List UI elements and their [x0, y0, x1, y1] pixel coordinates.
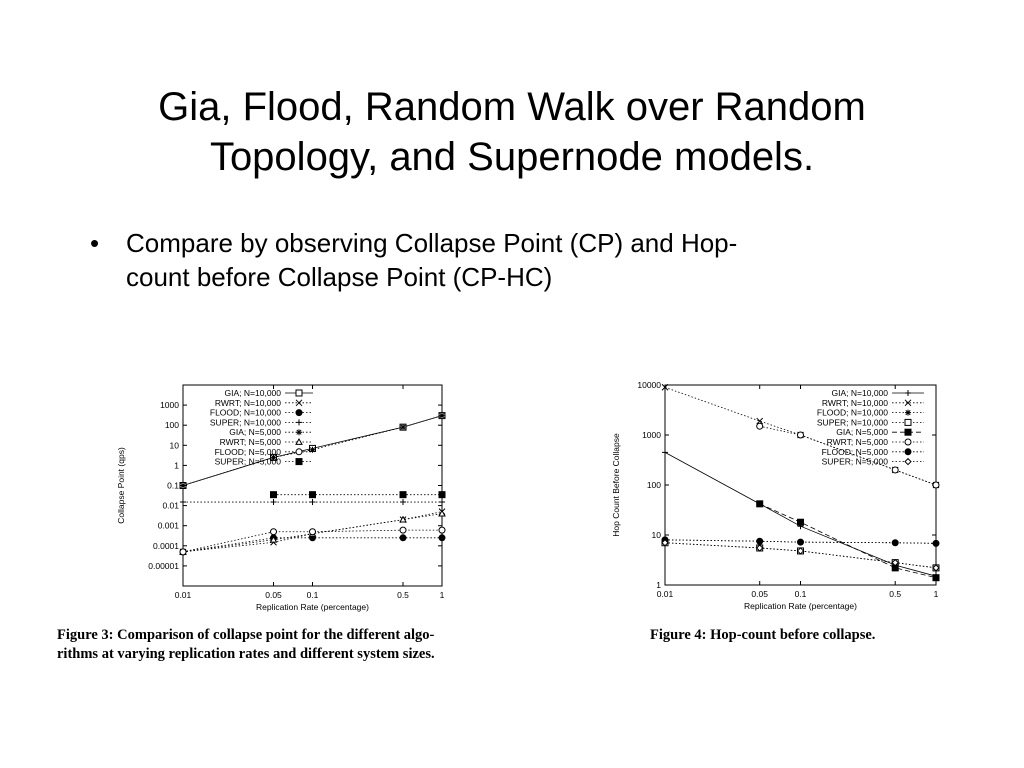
- series-flood-n-10-000: [180, 535, 445, 555]
- data-point: [400, 535, 406, 541]
- data-point: [180, 483, 186, 489]
- y-tick-label: 1: [174, 460, 179, 471]
- data-point: [933, 575, 939, 581]
- legend-marker: [296, 459, 302, 465]
- y-tick-label: 0.00001: [148, 560, 179, 571]
- x-tick-label: 0.05: [265, 590, 282, 600]
- data-point: [933, 482, 939, 488]
- legend-marker: [905, 449, 911, 455]
- y-tick-label: 0.1: [167, 480, 179, 491]
- data-point: [439, 535, 445, 541]
- figure4-caption-line-1: Figure 4: Hop-count before collapse.: [650, 627, 876, 643]
- legend-label: FLOOD; N=5,000: [821, 446, 888, 457]
- data-point: [180, 549, 186, 555]
- x-tick-label: 0.1: [794, 589, 807, 599]
- legend-marker: [905, 439, 911, 445]
- legend-marker: [905, 410, 911, 416]
- legend-marker: [296, 390, 302, 396]
- data-point: [400, 527, 406, 533]
- x-axis-label: Replication Rate (percentage): [256, 602, 369, 612]
- legend-label: GIA; N=5,000: [229, 427, 281, 438]
- data-point: [271, 492, 277, 498]
- title-line-2: Topology, and Supernode models.: [209, 135, 815, 179]
- y-tick-label: 0.01: [162, 500, 179, 511]
- data-point: [439, 413, 445, 419]
- data-point: [271, 499, 277, 505]
- data-point: [439, 492, 445, 498]
- y-tick-label: 10000: [637, 380, 661, 390]
- legend-marker: [296, 429, 302, 435]
- legend-label: GIA; N=5,000: [836, 427, 888, 438]
- legend-marker: [296, 419, 302, 425]
- figure4-caption: [650, 626, 875, 645]
- data-point: [757, 501, 763, 507]
- legend-label: FLOOD; N=5,000: [214, 446, 281, 457]
- legend-label: RWRT; N=10,000: [821, 397, 888, 408]
- data-point: [439, 527, 445, 533]
- x-axis-label: Replication Rate (percentage): [744, 601, 857, 611]
- y-tick-label: 10: [169, 440, 179, 451]
- hop-count-chart: [605, 375, 965, 620]
- data-point: [892, 540, 898, 546]
- series-super-n-5-000: [271, 492, 445, 498]
- legend-label: FLOOD; N=10,000: [209, 407, 281, 418]
- x-tick-label: 1: [933, 589, 939, 599]
- data-point: [798, 432, 804, 438]
- slide-title: [60, 82, 964, 182]
- legend-label: RWRT; N=5,000: [826, 437, 888, 447]
- x-tick-label: 0.5: [397, 590, 409, 600]
- data-point: [400, 499, 406, 505]
- bullet-marker: •: [90, 228, 100, 258]
- y-tick-label: 0.001: [157, 520, 179, 531]
- y-tick-label: 10: [651, 530, 661, 540]
- legend-label: RWRT; N=10,000: [214, 397, 281, 408]
- x-tick-label: 0.01: [174, 590, 192, 600]
- data-point: [180, 499, 186, 505]
- figure3-caption-line-1: Figure 3: Comparison of collapse point for the different algo-: [57, 627, 435, 643]
- legend-label: SUPER; N=5,000: [214, 456, 281, 467]
- legend-marker: [296, 449, 302, 455]
- data-point: [439, 499, 445, 505]
- legend-marker: [905, 419, 911, 425]
- data-point: [400, 424, 406, 430]
- legend: [817, 388, 924, 467]
- legend-label: FLOOD; N=10,000: [816, 407, 888, 418]
- data-point: [757, 423, 763, 429]
- legend: [210, 388, 313, 467]
- data-point: [892, 467, 898, 473]
- bullet-line-1: Compare by observing Collapse Point (CP) and Hop-: [126, 228, 738, 258]
- x-tick-label: 0.5: [889, 589, 902, 599]
- data-point: [310, 492, 316, 498]
- legend-marker: [905, 429, 911, 435]
- collapse-point-chart: [108, 375, 468, 620]
- y-tick-label: 1000: [642, 430, 661, 440]
- y-tick-label: 100: [646, 480, 661, 490]
- x-tick-label: 0.01: [656, 589, 674, 599]
- data-point: [757, 538, 763, 544]
- data-point: [662, 449, 668, 455]
- x-tick-label: 0.1: [306, 590, 319, 600]
- figure3-caption-line-2: rithms at varying replication rates and different system sizes.: [57, 646, 435, 662]
- legend-marker: [905, 390, 911, 396]
- series-super-n-10-000: [180, 499, 445, 505]
- data-point: [271, 529, 277, 535]
- legend-label: GIA; N=10,000: [224, 388, 281, 398]
- series-line: [760, 504, 936, 578]
- x-tick-label: 1: [439, 590, 445, 600]
- data-point: [400, 492, 406, 498]
- data-point: [798, 519, 804, 525]
- legend-label: GIA; N=10,000: [831, 388, 888, 398]
- y-tick-label: 1: [656, 580, 661, 590]
- series-gia-n-5-000: [757, 501, 939, 581]
- legend-label: SUPER; N=10,000: [209, 417, 281, 428]
- data-point: [798, 539, 804, 545]
- data-point: [933, 540, 939, 546]
- figure3-caption: [57, 626, 435, 664]
- y-axis-label: Collapse Point (qps): [116, 447, 126, 524]
- legend-label: SUPER; N=10,000: [816, 417, 888, 428]
- title-line-1: Gia, Flood, Random Walk over Random: [158, 85, 866, 129]
- y-tick-label: 100: [164, 420, 179, 431]
- bullet-item: [90, 226, 950, 294]
- bullet-line-2: count before Collapse Point (CP-HC): [126, 262, 553, 292]
- y-axis-label: Hop Count Before Collapse: [611, 433, 621, 537]
- plot-frame: [665, 385, 936, 585]
- y-tick-label: 0.0001: [153, 540, 179, 551]
- legend-label: RWRT; N=5,000: [219, 437, 281, 447]
- bullet-list: [90, 226, 950, 294]
- legend-label: SUPER; N=5,000: [821, 456, 888, 467]
- data-point: [310, 499, 316, 505]
- y-tick-label: 1000: [160, 400, 179, 411]
- legend-marker: [296, 410, 302, 416]
- data-point: [310, 529, 316, 535]
- legend-marker: [905, 459, 911, 465]
- x-tick-label: 0.05: [751, 589, 768, 599]
